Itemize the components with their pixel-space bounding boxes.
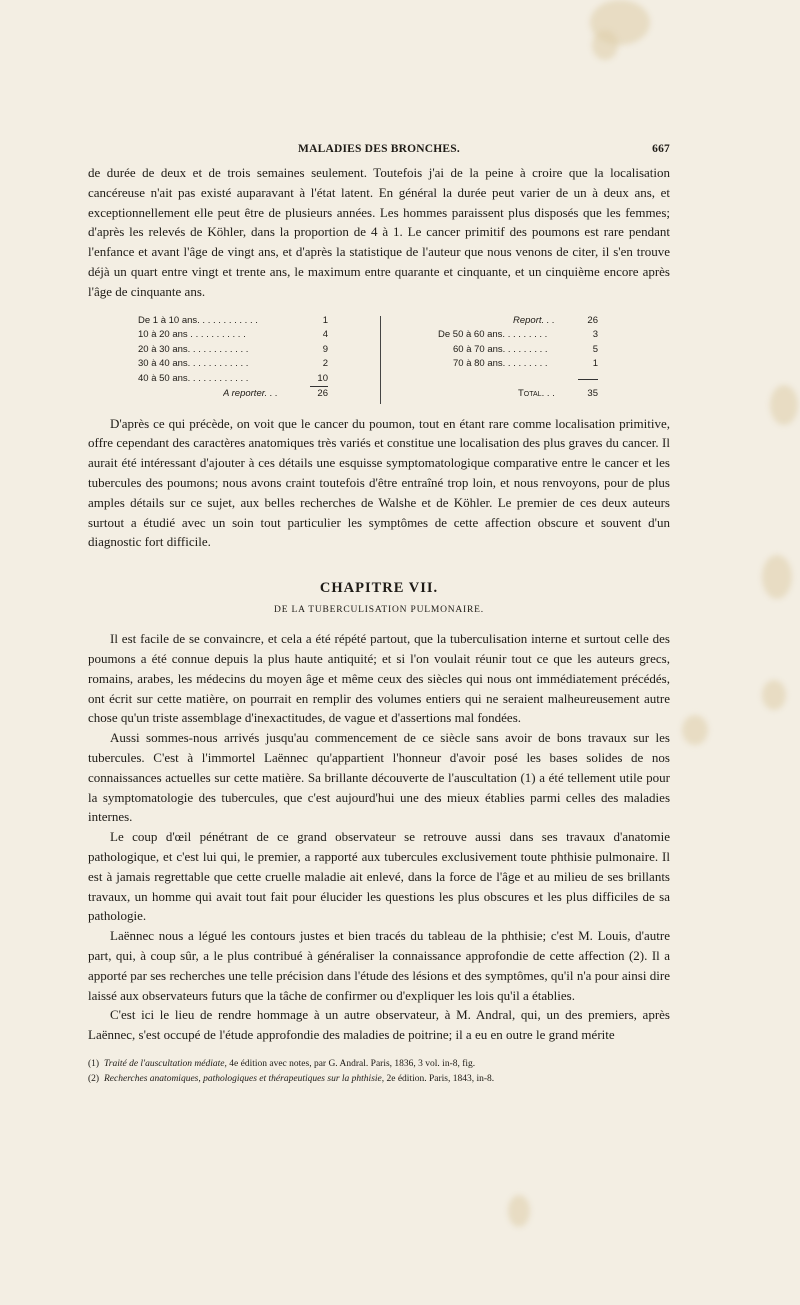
age-range-label: 40 à 50 ans. . . . . . . . . . . . [138, 372, 249, 384]
table-row [138, 387, 328, 402]
footnote [88, 1057, 670, 1072]
age-statistics-table [88, 314, 670, 406]
paper-stain [762, 555, 792, 599]
subtotal-value: 26 [317, 387, 328, 399]
footnote-text: 2e édition. Paris, 1843, in-8. [386, 1073, 495, 1084]
age-range-label: 30 à 40 ans. . . . . . . . . . . . [138, 358, 249, 370]
age-range-label: 60 à 70 ans. . . . . . . . . [453, 343, 548, 355]
age-range-label: De 1 à 10 ans. . . . . . . . . . . . [138, 314, 258, 326]
case-count: 1 [322, 314, 328, 326]
paragraph: Laënnec nous a légué les contours justes et bien tracés du tableau de la phthisie; c'est M. Louis, d'autre part, qui, à coup sûr, a le plus contribué à généraliser la connaissance approfondie de cette affection (2). Il a apporté par ses recherches une telle précision dans l'étude des lésions et des symptômes, qu'il n'a pour ainsi dire laissé aux observateurs futurs que la tâche de confirmer ou d'expliquer les lois qu'il a établies. [88, 928, 670, 1003]
footnotes [88, 1057, 670, 1087]
age-table-left [138, 314, 328, 402]
table-row [438, 357, 598, 372]
total-value: 35 [587, 387, 598, 399]
running-title: MALADIES DES BRONCHES. [298, 143, 460, 155]
table-row [138, 372, 328, 387]
table-row [138, 343, 328, 358]
subtotal-value: 26 [587, 314, 598, 326]
paragraph: de durée de deux et de trois semaines seulement. Toutefois j'ai de la peine à croire que la localisation cancéreuse n'ait pas existé auparavant à l'état latent. En général la durée peut varier de un à deux ans, et exceptionnellement elle peut être de plusieurs années. Les hommes paraissent plus disposés que les femmes; d'après les relevés de Köhler, dans la proportion de 4 à 1. Le cancer primitif des poumons est rare pendant l'enfance et avant l'âge de vingt ans, et d'après la statistique de l'auteur que nous venons de citer, il s'en trouve déjà un quart entre vingt et trente ans, le maximum entre quarante et cinquante, et un cinquième encore après l'âge de cinquante ans. [88, 165, 670, 299]
footnote-number: (1) [88, 1058, 100, 1069]
total-label: Total. . . [518, 387, 555, 399]
footnote [88, 1072, 670, 1087]
footnote-title: Traité de l'auscultation médiate, [104, 1058, 227, 1069]
paragraph: C'est ici le lieu de rendre hommage à un autre observateur, à M. Andral, qui, un des premiers, après Laënnec, s'est occupé de l'étude approfondie des maladies de poitrine; il a eu en outre le grand mérite [88, 1007, 670, 1043]
paper-stain [762, 680, 786, 710]
age-table-right [438, 314, 598, 402]
column-divider [380, 316, 381, 404]
table-row [138, 328, 328, 343]
sum-rule [310, 386, 328, 387]
page-number: 667 [652, 143, 670, 155]
paragraph: Aussi sommes-nous arrivés jusqu'au commencement de ce siècle sans avoir de bons travaux sur les tubercules. C'est à l'immortel Laënnec qu'appartient l'honneur d'avoir posé les bases solides de nos connaissances actuelles sur cette matière. Sa brillante découverte de l'auscultation (1) a été tellement utile pour la symptomatologie des tubercules, que c'est aujourd'hui une des mieux établies parmi celles des maladies internes. [88, 730, 670, 825]
paper-stain [682, 715, 708, 745]
age-range-label: 10 à 20 ans . . . . . . . . . . . [138, 329, 246, 341]
paper-stain [592, 30, 618, 60]
table-row [138, 357, 328, 372]
case-count: 9 [322, 343, 328, 355]
case-count: 4 [322, 329, 328, 341]
case-count: 2 [322, 358, 328, 370]
sum-rule [578, 379, 598, 380]
paper-stain [770, 385, 798, 425]
running-header [88, 143, 670, 163]
carry-forward-label: Report. . . [513, 314, 555, 326]
chapter-heading: CHAPITRE VII. [319, 580, 439, 597]
paragraph: Le coup d'œil pénétrant de ce grand observateur se retrouve aussi dans ses travaux d'anatomie pathologique, et c'est lui qui, le premier, a rapporté aux tubercules exclusivement toute phthisie pulmonaire. Il est à jamais regrettable que cette cruelle maladie ait enlevé, dans la force de l'âge et au milieu de ses brillants travaux, un homme qui avait tout fait pour élucider les questions les plus obscures et les plus difficiles de sa pathologie. [88, 829, 670, 924]
case-count: 10 [317, 372, 328, 384]
table-row [438, 387, 598, 402]
case-count: 3 [592, 329, 598, 341]
book-page [88, 143, 670, 1087]
footnote-number: (2) [88, 1073, 100, 1084]
age-range-label: De 50 à 60 ans. . . . . . . . . [438, 329, 548, 341]
table-row [438, 328, 598, 343]
table-row [438, 343, 598, 358]
paragraph: Il est facile de se convaincre, et cela a été répété partout, que la tuberculisation interne et surtout celle des poumons a été connue depuis la plus haute antiquité; et si l'on voulait réunir tout ce que les auteurs grecs, romains, arabes, les médecins du moyen âge et même ceux des siècles qui nous ont immédiatement précédés, ont écrit sur cette matière, on pourrait en remplir des volumes entiers qui ne seraient malheureusement autre chose qu'un triste assemblage d'inexactitudes, de vague et d'assertions mal fondées. [88, 631, 670, 726]
table-row [138, 314, 328, 329]
case-count: 5 [592, 343, 598, 355]
table-row [438, 372, 598, 387]
paragraph: D'après ce qui précède, on voit que le cancer du poumon, tout en étant rare comme localisation primitive, offre cependant des caractères anatomiques très variés et constitue une localisation des plus graves du cancer. Il aurait été intéressant d'ajouter à ces détails une esquisse symptomatologique comparative entre le cancer et les tubercules des poumons; nous avons craint toutefois d'être entraîné trop loin, et nous renvoyons, pour de plus amples détails sur ce sujet, aux belles recherches de Walshe et de Köhler. Le premier de ces deux auteurs surtout a étudié avec un soin tout particulier les symptômes de cette affection obscure et souvent d'un diagnostic fort difficile. [88, 415, 670, 550]
footnote-text: 4e édition avec notes, par G. Andral. Paris, 1836, 3 vol. in-8, fig. [229, 1058, 476, 1069]
paper-stain [508, 1195, 530, 1227]
carry-forward-label: A reporter. . . [223, 387, 278, 399]
footnote-title: Recherches anatomiques, pathologiques et thérapeutiques sur la phthisie, [104, 1073, 385, 1084]
age-range-label: 70 à 80 ans. . . . . . . . . [453, 358, 548, 370]
chapter-subtitle: DE LA TUBERCULISATION PULMONAIRE. [274, 605, 484, 616]
case-count: 1 [592, 358, 598, 370]
age-range-label: 20 à 30 ans. . . . . . . . . . . . [138, 343, 249, 355]
table-row [438, 314, 598, 329]
